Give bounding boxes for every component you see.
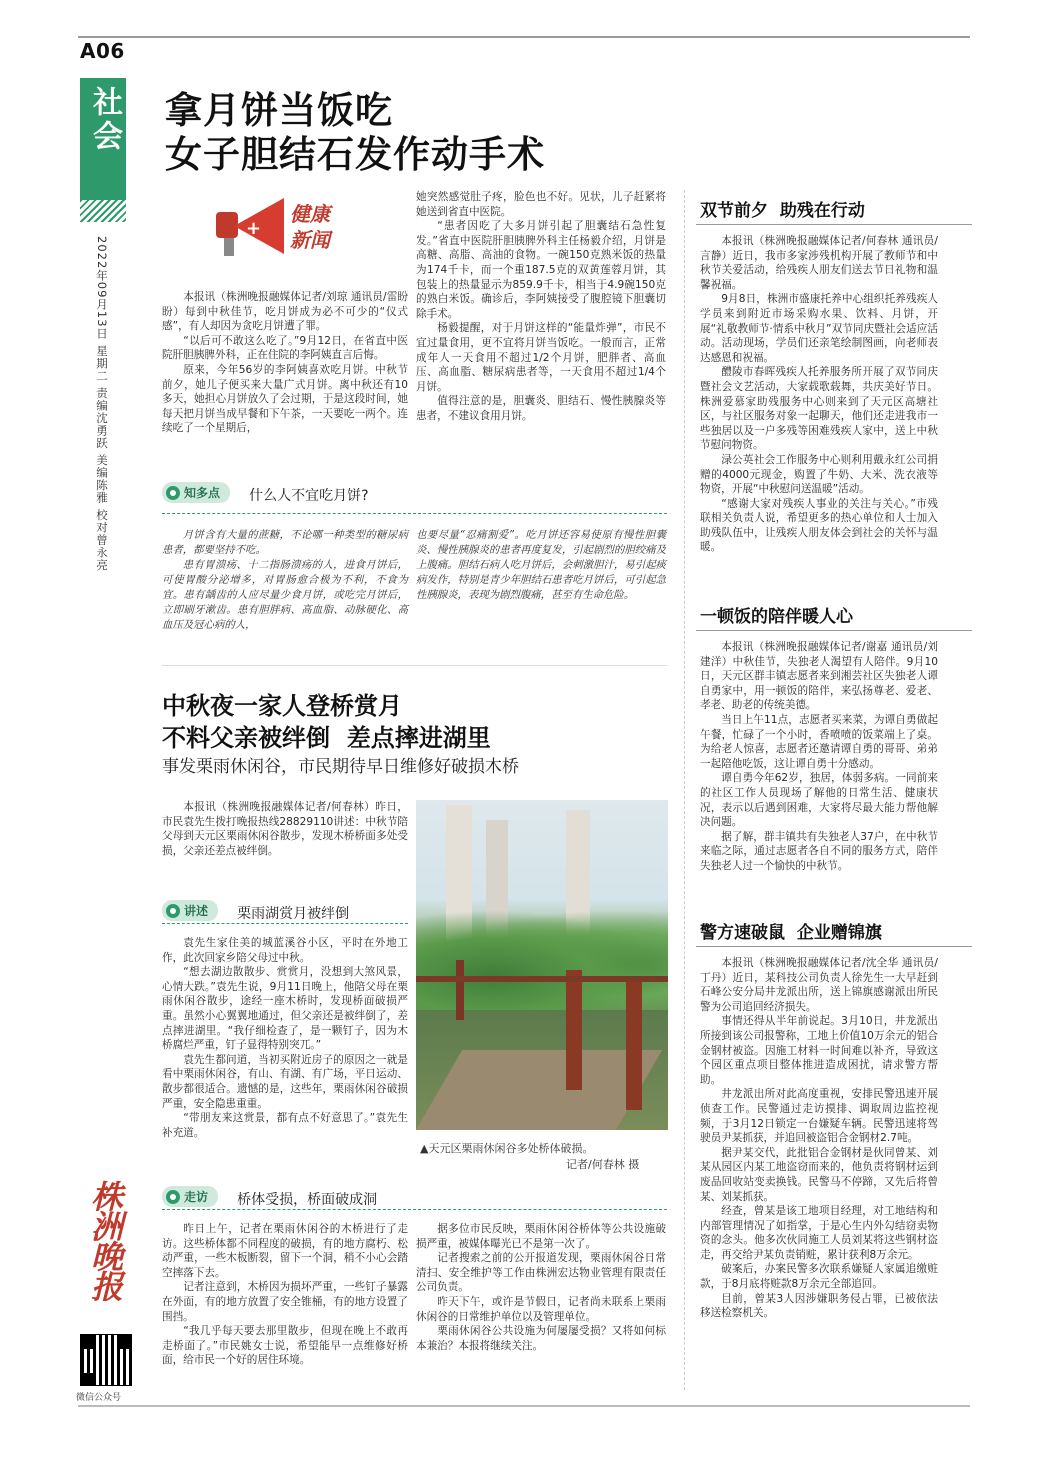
tip-col1	[162, 528, 408, 633]
paragraph: 经查，曾某是该工地项目经理，对工地结构和内部管理情况了如指掌，于是心生内外勾结窃卖物资的念头。他多次伙同施工人员刘某将这些钢材盗走，再交给尹某负责销赃，累计获利8万余元。	[700, 1205, 938, 1261]
paragraph: 记者搜索之前的公开报道发现，栗雨休闲谷日常清扫、安全维护等工作由株洲宏达物业管理有限责任公司负责。	[416, 1252, 666, 1294]
paragraph: 袁先生都问道，当初买附近房子的原因之一就是看中栗雨休闲谷，有山、有湖、有广场，平日运动、散步都很适合。遗憾的是，这些年，栗雨休闲谷破损严重，安全隐患重重。	[162, 1053, 408, 1110]
paragraph: “带朋友来这赏景，都有点不好意思了。”袁先生补充道。	[162, 1112, 408, 1139]
tag2-label: 走访	[184, 1190, 209, 1204]
paragraph: 本报讯（株洲晚报融媒体记者/谢嘉 通讯员/刘建洋）中秋佳节，失独老人渴望有人陪伴。9月10日，天元区群丰镇志愿者来到湘芸社区失独老人谭自勇家中，用一顿饭的陪伴，来弘扬尊老、爱老、孝老、助老的传统美德。	[700, 641, 938, 712]
bullet-icon	[166, 904, 180, 918]
paragraph: 据尹某交代，此批铝合金钢材是伙同曾某、刘某从园区内某工地盗窃而来的，他负责将钢材运到废品回收站变卖换钱。民警马不停蹄，又先后将曾某、刘某抓获。	[700, 1146, 938, 1203]
bridge-photo	[416, 800, 668, 1130]
paragraph: “以后可不敢这么吃了。”9月12日，在省直中医院肝胆胰脾外科，正在住院的李阿姨直言后悔。	[162, 334, 408, 362]
paragraph: 当日上午11点，志愿者买来菜，为谭自勇做起午餐，忙碌了一个小时，香喷喷的饭菜端上了桌。为给老人惊喜，志愿者还邀请谭自勇的哥哥、弟弟一起陪他吃饭，这让谭自勇十分感动。	[700, 713, 938, 770]
paragraph: 栗雨休闲谷公共设施为何屡屡受损？又将如何标本兼治？本报将继续关注。	[416, 1325, 666, 1352]
paragraph: 事情还得从半年前说起。3月10日，井龙派出所接到该公司报警称，工地上价值10万余元的铝合金钢材被盗。因施工材料一时间难以补齐，导致这个园区重点项目整体推进造成困扰，请求警方帮助。	[700, 1015, 938, 1086]
logo-text-1: 健康	[290, 202, 330, 226]
paragraph: 渌公英社会工作服务中心则利用戴永红公司捐赠的4000元现金，购置了牛奶、大米、洗衣液等物资，开展“中秋慰问送温暖”活动。	[700, 453, 938, 496]
paragraph: 原来，今年56岁的李阿姨喜欢吃月饼。中秋节前夕，她儿子便买来大量广式月饼。离中秋还有10多天，她担心月饼放久了会过期，于是这段时间，她每天把月饼当成早餐和下午茶，一天要吃一两个。连续吃了一个星期后，	[162, 363, 408, 435]
paragraph: 本报讯（株洲晚报融媒体记者/沈全华 通讯员/丁丹）近日，某科技公司负责人徐先生一大早赶到石峰公安分局井龙派出所，送上锦旗感谢派出所民警为公司追回经济损失。	[700, 957, 938, 1013]
paragraph: “患者因吃了大多月饼引起了胆囊结石急性复发。”省直中医院肝胆胰脾外科主任杨毅介绍，月饼是高糖、高脂、高油的食物。一碗150克熟米饭的热量为174千卡，而一个重187.5克的双黄莲蓉月饼，其包装上的热量显示为859.9千卡，相当于4.9碗150克的熟白米饭。确诊后，李阿姨接受了腹腔镜下胆囊切除手术。	[416, 220, 666, 320]
article1-title-2: 女子胆结石发作动手术	[165, 132, 545, 176]
paragraph: 值得注意的是，胆囊炎、胆结石、慢性胰腺炎等患者，不建议食用月饼。	[416, 395, 666, 422]
tip-header	[162, 482, 667, 505]
dateline: 2022年09月13日 星期二 责编沈勇跃 美编陈雅 校对曾永亮	[95, 236, 109, 572]
paragraph: 昨天下午，或许是节假日，记者尚未联系上栗雨休闲谷的日常维护单位以及管理单位。	[416, 1295, 666, 1323]
page-number: A06	[80, 39, 125, 63]
tag1-text: 栗雨湖赏月被绊倒	[237, 905, 350, 922]
paragraph: 昨日上午，记者在栗雨休闲谷的木桥进行了走访。这些桥体都不同程度的破损，有的地方腐朽、松动严重，一些木板断裂，留下一个洞，稍不小心会踏空摔落下去。	[162, 1223, 408, 1279]
article2-subtitle: 事发栗雨休闲谷，市民期待早日维修好破损木桥	[162, 757, 519, 777]
paragraph: 谭自勇今年62岁，独居，体弱多病。一同前来的社区工作人员现场了解他的日常生活、健康状况，表示以后遇到困难，大家将尽最大能力帮他解决问题。	[700, 772, 938, 829]
side3-body	[700, 956, 938, 1321]
tag2	[162, 1186, 408, 1209]
tip-col2	[416, 528, 666, 603]
paragraph: “想去湖边散散步、赏赏月，没想到大煞风景，心情大跌。”袁先生说，9月11日晚上，他陪父母在栗雨休闲谷散步，途经一座木桥时，发现桥面破损严重。虽然小心翼翼地通过，但父亲还是被绊倒了，差点摔进湖里。“我仔细检查了，是一颗钉子，因为木桥腐烂严重，钉子显得特别突兀。”	[162, 966, 408, 1052]
side3-title: 警方速破鼠 企业赠锦旗	[700, 923, 882, 943]
side1-title: 双节前夕 助残在行动	[700, 201, 865, 221]
logo-text-2: 新闻	[290, 228, 330, 252]
visit-col2	[416, 1222, 666, 1353]
paragraph: “我几乎每天要去那里散步，但现在晚上不敢再走桥面了。”市民姚女士说，希望能早一点维修好桥面，给市民一个好的居住环境。	[162, 1325, 408, 1367]
paragraph: 本报讯（株洲晚报融媒体记者/何春林 通讯员/言静）近日，我市多家涉残机构开展了教师节和中秋节关爱活动，给残疾人朋友们送去节日礼物和温馨祝福。	[700, 235, 938, 291]
paragraph: 目前，曾某3人因涉嫌职务侵占罪，已被依法移送检察机关。	[700, 1292, 938, 1320]
paragraph: 她突然感觉肚子疼，脸色也不好。见状，儿子赶紧将她送到省直中医院。	[416, 191, 666, 218]
paragraph: 袁先生家住美的城蓝溪谷小区，平时在外地工作，此次回家乡陪父母过中秋。	[162, 937, 408, 964]
health-news-logo	[210, 190, 360, 270]
tag2-text: 桥体受损，桥面破成洞	[237, 1191, 378, 1208]
paragraph: 据多位市民反映，栗雨休闲谷桥体等公共设施破损严重，被媒体曝光已不是第一次了。	[416, 1223, 666, 1250]
article1-title-1: 拿月饼当饭吃	[165, 88, 393, 132]
tip-label-pill	[162, 482, 230, 503]
megaphone-icon: +	[216, 198, 286, 254]
article1-col2	[416, 190, 666, 424]
article2-lead	[162, 800, 408, 858]
tag1-pill	[162, 900, 218, 921]
article2-title-1: 中秋夜一家人登桥赏月	[162, 691, 402, 720]
section-name: 社会	[87, 86, 122, 154]
paragraph: 井龙派出所对此高度重视，安排民警迅速开展侦查工作。民警通过走访摸排、调取周边监控视频，于3月12日锁定一台嫌疑车辆。民警迅速将驾驶员尹某抓获，并追回被盗铝合金钢材2.7吨。	[700, 1088, 938, 1145]
paragraph: 9月8日，株洲市盛康托养中心组织托养残疾人学员来到附近市场采购水果、饮料、月饼，开展“礼敬教师节·情系中秋月”双节同庆暨社会适应活动。活动现场，学员们还亲笔绘制图画，向老师表达感恩和祝福。	[700, 293, 938, 364]
paragraph: 杨毅提醒，对于月饼这样的“能量炸弹”，市民不宜过量食用，更不宜将月饼当饭吃。一般而言，正常成年人一天食用不超过1/2个月饼，肥胖者、高血压、高血脂、糖尿病患者等，一天食用不超过1/4个月饼。	[416, 322, 666, 393]
tag2-pill	[162, 1186, 218, 1207]
paragraph: 本报讯（株洲晚报融媒体记者/何春林）昨日，市民袁先生拨打晚报热线28829110讲述：中秋节陪父母到天元区栗雨休闲谷散步，发现木桥桥面多处受损，父亲还差点被绊倒。	[162, 801, 408, 857]
qr-caption: 微信公众号	[76, 1393, 122, 1403]
article2-story	[162, 936, 408, 1140]
side2-body	[700, 640, 938, 874]
brand-logo: 株洲晚报	[86, 1180, 124, 1300]
section-tab	[80, 78, 126, 202]
tip-question: 什么人不宜吃月饼?	[249, 487, 369, 504]
bullet-icon	[166, 1190, 180, 1204]
photo-credit: 记者/何春林 摄	[566, 1158, 640, 1171]
article1-col1	[162, 290, 408, 436]
section-tab-stripes	[80, 200, 126, 222]
side2-title: 一顿饭的陪伴暖人心	[700, 607, 853, 627]
tag1	[162, 900, 408, 923]
paragraph: 据了解，群丰镇共有失独老人37户，在中秋节来临之际，通过志愿者各自不同的服务方式，陪伴失独老人过一个愉快的中秋节。	[700, 830, 938, 872]
paragraph: 醴陵市春晖残疾人托养服务所开展了双节同庆暨社会文艺活动，大家载歌载舞，共庆美好节日。株洲爱慕家助残服务中心则来到了天元区高塘社区，与社区服务对象一起聊天，他们还走进我市一些独居以及一户多残等困难残疾人家中，送上中秋节慰问物资。	[700, 366, 938, 452]
paragraph: 月饼含有大量的蔗糖，不论哪一种类型的糖尿病患者，都要坚持不吃。	[162, 529, 408, 556]
paragraph: 患有胃溃疡、十二指肠溃疡的人，进食月饼后，可使胃酸分泌增多，对胃肠愈合极为不利，不食为宜。患有龋齿的人应尽量少食月饼，或吃完月饼后，立即刷牙漱齿。患有胆胖病、高血脂、动脉硬化、高血压及冠心病的人，	[162, 559, 408, 631]
paragraph: 记者注意到，木桥因为损坏严重，一些钉子暴露在外面，有的地方放置了安全锥桶，有的地方设置了围挡。	[162, 1281, 408, 1323]
paragraph: 破案后，办案民警多次联系嫌疑人家属追缴赃款，于8月底将赃款8万余元全部追回。	[700, 1263, 938, 1291]
visit-col1	[162, 1222, 408, 1368]
side1-body	[700, 234, 938, 555]
article2-title-2: 不料父亲被绊倒 差点摔进湖里	[162, 723, 491, 752]
tag1-label: 讲述	[184, 904, 209, 918]
photo-caption: ▲天元区栗雨休闲谷多处桥体破损。	[420, 1142, 594, 1155]
paragraph: “感谢大家对残疾人事业的关注与关心。”市残联相关负责人说，希望更多的热心单位和人士加入助残队伍中，让残疾人朋友体会到社会的关怀与温暖。	[700, 497, 938, 554]
bullet-icon	[166, 486, 180, 500]
paragraph: 也要尽量“忍痛割爱”。吃月饼还容易使原有慢性胆囊炎、慢性胰腺炎的患者再度复发，引起剧烈的胆绞痛及上腹痛。胆结石病人吃月饼后，会刺激胆汁，易引起痰病发作，特别是青少年胆结石患者吃月饼后，可引起急性胰腺炎，表现为剧烈腹痛，甚至有生命危险。	[416, 529, 666, 601]
paragraph: 本报讯（株洲晚报融媒体记者/刘琼 通讯员/雷盼盼）每到中秋佳节，吃月饼成为必不可少的“仪式感”，有人却因为贪吃月饼遭了罪。	[162, 291, 408, 333]
tip-label: 知多点	[184, 486, 221, 500]
qr-code[interactable]	[80, 1334, 132, 1386]
